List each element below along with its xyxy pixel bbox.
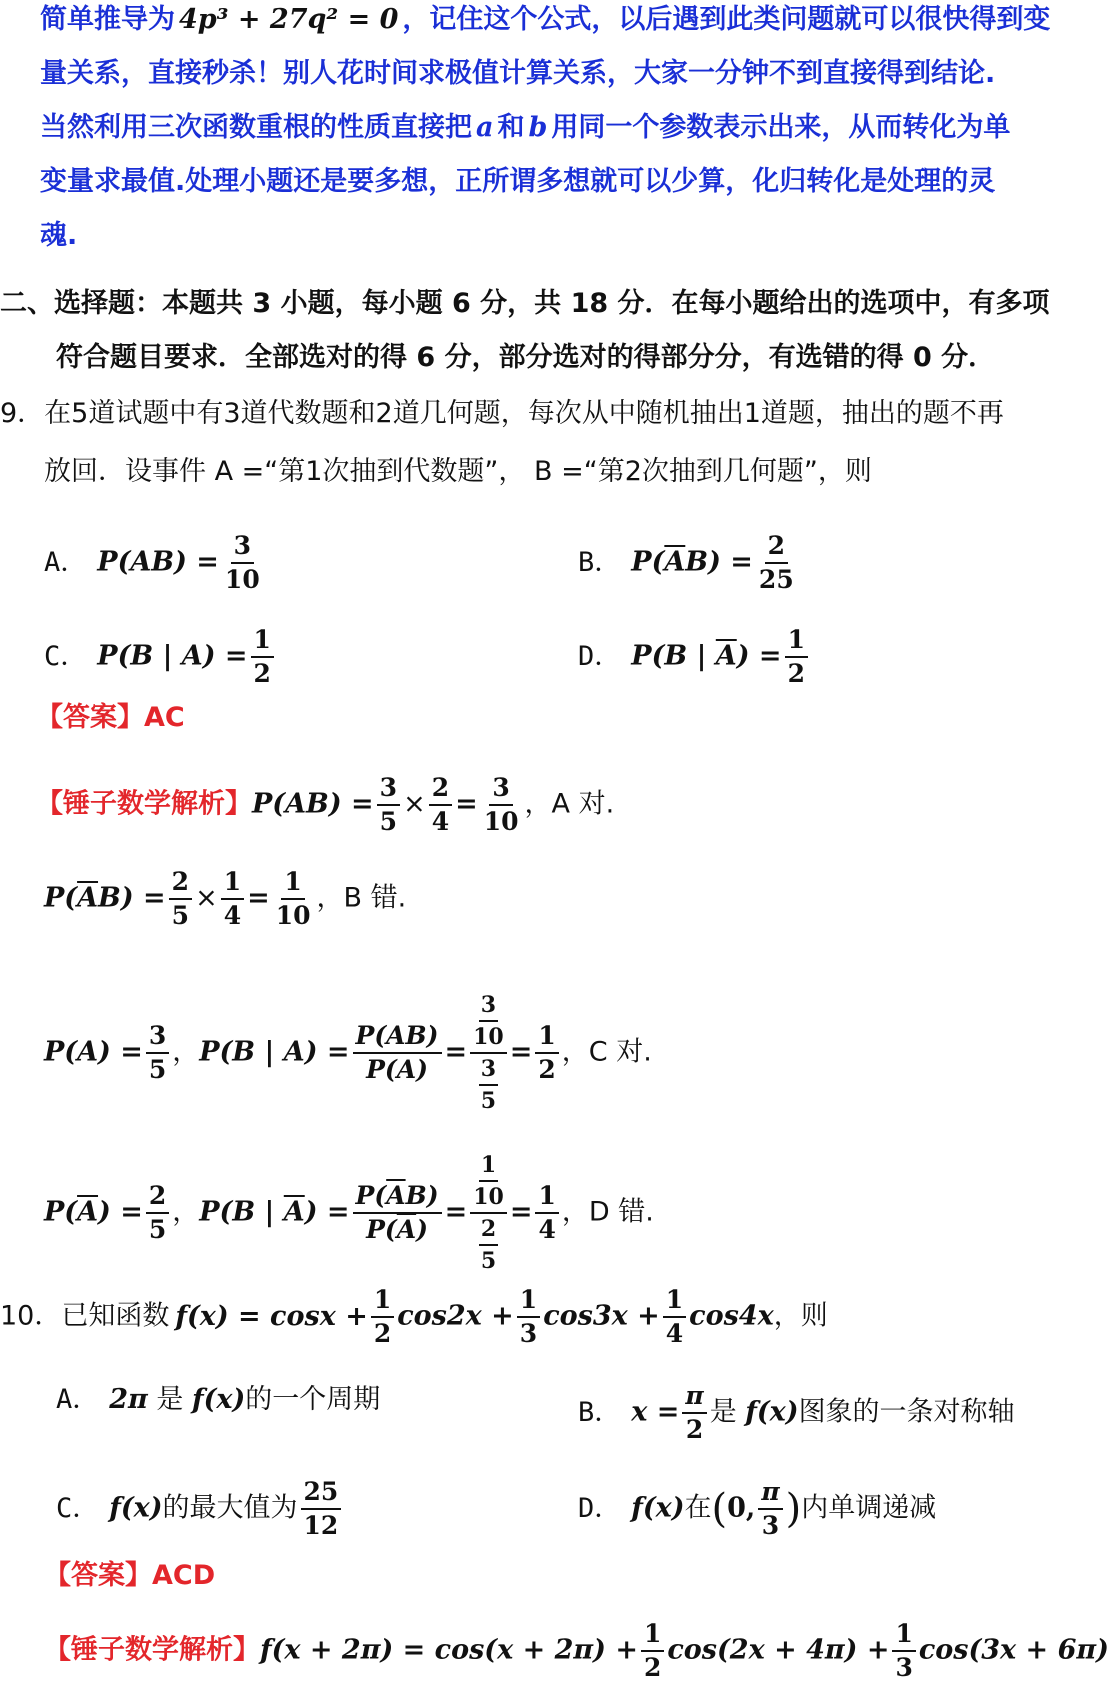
- numerator: 3: [377, 772, 400, 806]
- numerator: 1: [251, 624, 274, 658]
- equals-sign: =: [444, 1036, 468, 1068]
- numerator: 2: [169, 866, 192, 900]
- denominator: 5: [171, 901, 190, 930]
- expr: P(B |: [199, 1196, 284, 1228]
- section-heading-2: 符合题目要求．全部选对的得 6 分，部分选对的得部分分，有选错的得 0 分．: [56, 342, 996, 373]
- fraction: [663, 1284, 686, 1350]
- numerator: 3: [489, 772, 512, 806]
- numerator: 1: [479, 1150, 498, 1182]
- q9-option-c: [44, 624, 277, 690]
- fraction: [371, 1284, 394, 1350]
- denominator: 5: [480, 1088, 497, 1114]
- fraction: [146, 1180, 169, 1246]
- option-text: 在: [684, 1492, 712, 1524]
- expr: P(AB) =: [252, 788, 374, 820]
- numerator: 1: [785, 624, 808, 658]
- expr: cos(3x + 6π): [918, 1634, 1109, 1666]
- expr: x =: [631, 1396, 680, 1428]
- expr: 2π: [109, 1384, 148, 1415]
- option-label: B．: [578, 546, 622, 578]
- denominator: 2: [373, 1319, 392, 1348]
- q9-analysis-1: [36, 772, 614, 838]
- expr: f(x): [745, 1396, 799, 1428]
- compound-fraction: [470, 1150, 507, 1276]
- fraction: [535, 1020, 558, 1086]
- option-label: B．: [578, 1396, 622, 1428]
- numerator: 1: [663, 1284, 686, 1318]
- fraction: [273, 866, 314, 932]
- q10-analysis-1: [44, 1618, 1109, 1684]
- fraction: [251, 624, 274, 690]
- q10-stem: [0, 1284, 828, 1350]
- option-text: 的最大值为: [162, 1492, 298, 1524]
- denominator: [476, 1214, 501, 1276]
- answer-value: ACD: [152, 1560, 216, 1591]
- option-label: A．: [44, 546, 88, 578]
- fraction: [756, 530, 797, 596]
- complement-a: $\overline{A}$: [77, 1196, 99, 1228]
- expr: cos4x: [689, 1300, 774, 1332]
- complement-a: $\overline{A}$: [715, 640, 737, 672]
- equals-sign: =: [247, 882, 270, 914]
- complement-a: $\overline{A}$: [386, 1181, 406, 1210]
- intro-text: 简单推导为: [40, 4, 175, 35]
- variable-a: a: [476, 112, 494, 143]
- verdict: ，C 对.: [561, 1036, 652, 1068]
- q9-answer: [36, 698, 185, 738]
- comma: ，: [172, 1036, 200, 1068]
- numerator: 3: [479, 1054, 498, 1086]
- expr: B): [405, 1181, 439, 1210]
- intro-line-3: [40, 108, 1010, 148]
- denominator: 10: [275, 901, 311, 930]
- intro-line-4: 变量求最值.处理小题还是要多想，正所谓多想就可以少算，化归转化是处理的灵: [40, 166, 996, 197]
- fraction: [682, 1380, 706, 1446]
- option-expr: B) =: [685, 546, 753, 578]
- option-label: C．: [44, 640, 88, 672]
- complement-a: $\overline{A}$: [664, 546, 686, 578]
- numerator: 2: [429, 772, 452, 806]
- expr: P(: [44, 1196, 78, 1228]
- denominator: 4: [223, 901, 242, 930]
- option-text: 图象的一条对称轴: [798, 1396, 1015, 1428]
- expr: B) =: [98, 882, 166, 914]
- denominator: 10: [483, 807, 519, 836]
- times-sign: ×: [195, 882, 218, 914]
- fraction: [301, 1476, 342, 1542]
- denominator: 5: [148, 1055, 167, 1084]
- left-paren: (: [711, 1486, 728, 1532]
- q9-analysis-4: [44, 1150, 654, 1276]
- expr: f(x): [192, 1384, 246, 1415]
- option-text: 的一个周期: [245, 1384, 381, 1415]
- option-label: D．: [578, 1492, 622, 1524]
- fraction: [641, 1618, 664, 1684]
- expr: P(: [355, 1181, 387, 1210]
- denominator: 2: [787, 659, 805, 688]
- numerator: 3: [231, 530, 254, 564]
- fraction: [429, 772, 452, 838]
- q9-stem-1: 9．在5道试题中有3道代数题和2道几何题，每次从中随机抽出1道题，抽出的题不再: [0, 398, 1004, 429]
- denominator: 3: [895, 1653, 913, 1682]
- expr: cos2x +: [397, 1300, 514, 1332]
- fraction: [353, 1180, 442, 1246]
- expr: ) =: [98, 1196, 143, 1228]
- q10-option-a: [56, 1380, 380, 1420]
- q9-option-a: [44, 530, 266, 596]
- analysis-tag: 【锤子数学解析】: [36, 788, 252, 820]
- option-label: A．: [56, 1384, 100, 1415]
- denominator: 10: [224, 565, 260, 594]
- interval-left: 0,: [727, 1492, 756, 1524]
- denominator: 4: [665, 1319, 684, 1348]
- option-expr: P(B | A) =: [97, 640, 248, 672]
- intro-text: 当然利用三次函数重根的性质直接把: [40, 112, 472, 143]
- fraction: [535, 1180, 558, 1246]
- numerator: 1: [517, 1284, 540, 1318]
- numerator: 2: [146, 1180, 169, 1214]
- denominator: [476, 1054, 501, 1116]
- verdict: ，A 对.: [524, 788, 615, 820]
- q9-analysis-3: [44, 990, 652, 1116]
- fraction: [517, 1284, 540, 1350]
- complement-a: $\overline{A}$: [283, 1196, 305, 1228]
- answer-value: AC: [144, 702, 185, 733]
- denominator: 4: [538, 1215, 556, 1244]
- answer-tag: 【答案】: [44, 1560, 152, 1591]
- denominator: 3: [519, 1319, 538, 1348]
- intro-text: 用同一个参数表示出来，从而转化为单: [551, 112, 1011, 143]
- answer-tag: 【答案】: [36, 702, 144, 733]
- equals-sign: =: [509, 1196, 533, 1228]
- q9-option-b: [578, 530, 800, 596]
- expr: f(x + 2π) = cos(x + 2π) +: [260, 1634, 638, 1666]
- complement-a: $\overline{A}$: [396, 1215, 417, 1244]
- numerator: 3: [146, 1020, 169, 1054]
- intro-text: ，记住这个公式，以后遇到此类问题就可以很快得到变: [402, 4, 1051, 35]
- expr: ) =: [304, 1196, 350, 1228]
- fraction: [758, 1476, 782, 1542]
- complement-a: $\overline{A}$: [77, 882, 99, 914]
- expr: ): [416, 1215, 428, 1244]
- expr: cos(2x + 4π) +: [667, 1634, 890, 1666]
- q10-answer: [44, 1556, 215, 1596]
- denominator: 5: [379, 807, 398, 836]
- numerator: [353, 1180, 442, 1214]
- option-expr: P(: [631, 546, 665, 578]
- numerator: [470, 990, 507, 1054]
- numerator: 2: [479, 1214, 498, 1246]
- numerator: 1: [535, 1020, 558, 1054]
- expr: P(B | A) =: [199, 1036, 350, 1068]
- numerator: P(AB): [353, 1020, 442, 1054]
- denominator: 2: [253, 659, 271, 688]
- q10-option-b: [578, 1380, 1015, 1446]
- numerator: 2: [765, 530, 788, 564]
- q10-option-c: [56, 1476, 344, 1542]
- compound-fraction: [470, 990, 507, 1116]
- equals-sign: =: [455, 788, 478, 820]
- option-label: C．: [56, 1492, 100, 1524]
- option-expr: P(B |: [631, 640, 716, 672]
- option-text: 是: [156, 1384, 184, 1415]
- option-text: 是: [709, 1396, 737, 1428]
- section-heading-1: 二、选择题：本题共 3 小题，每小题 6 分，共 18 分．在每小题给出的选项中，有多项: [0, 288, 1050, 319]
- expr: P(: [44, 882, 78, 914]
- option-text: 内单调递减: [801, 1492, 937, 1524]
- numerator: π: [758, 1476, 782, 1510]
- numerator: 1: [892, 1618, 915, 1652]
- equals-sign: =: [444, 1196, 468, 1228]
- denominator: 5: [148, 1215, 167, 1244]
- numerator: 25: [301, 1476, 342, 1510]
- intro-line-5: 魂.: [40, 220, 78, 251]
- stem-text: ，则: [773, 1300, 828, 1332]
- right-paren: ): [785, 1486, 802, 1532]
- q9-option-d: [578, 624, 811, 690]
- verdict: ，D 错.: [561, 1196, 654, 1228]
- numerator: 1: [371, 1284, 394, 1318]
- equals-sign: =: [509, 1036, 533, 1068]
- numerator: 1: [641, 1618, 664, 1652]
- fraction: [353, 1020, 442, 1086]
- expr: cos3x +: [543, 1300, 660, 1332]
- fraction: [221, 866, 244, 932]
- stem-text: 10．已知函数: [0, 1300, 170, 1332]
- denominator: 10: [473, 1184, 504, 1210]
- intro-line-2: 量关系，直接秒杀！别人花时间求极值计算关系，大家一分钟不到直接得到结论.: [40, 58, 996, 89]
- denominator: 4: [431, 807, 450, 836]
- times-sign: ×: [403, 788, 426, 820]
- q9-stem-2: 放回．设事件 A =“第1次抽到代数题”， B =“第2次抽到几何题”，则: [44, 456, 872, 487]
- denominator: [363, 1214, 431, 1246]
- fraction: [146, 1020, 169, 1086]
- denominator: 12: [303, 1511, 339, 1540]
- verdict: ，B 错.: [316, 882, 407, 914]
- fraction: [892, 1618, 915, 1684]
- numerator: 1: [535, 1180, 558, 1214]
- expr: f(x) = cosx +: [175, 1300, 368, 1332]
- intro-text: 和: [497, 112, 525, 143]
- expr: P(: [366, 1215, 397, 1244]
- numerator: 3: [479, 990, 498, 1022]
- variable-b: b: [528, 112, 548, 143]
- numerator: 1: [281, 866, 304, 900]
- expr: P(A) =: [44, 1036, 143, 1068]
- analysis-tag: 【锤子数学解析】: [44, 1634, 260, 1666]
- expr: f(x): [109, 1492, 163, 1524]
- fraction: [169, 866, 192, 932]
- denominator: 2: [685, 1415, 704, 1444]
- denominator: P(A): [366, 1055, 428, 1084]
- fraction: [377, 772, 400, 838]
- denominator: 5: [480, 1248, 497, 1274]
- option-expr: ) =: [736, 640, 782, 672]
- denominator: 2: [643, 1653, 662, 1682]
- q9-analysis-2: [44, 866, 406, 932]
- fraction: [481, 772, 522, 838]
- numerator: [470, 1150, 507, 1214]
- comma: ，: [172, 1196, 200, 1228]
- formula: 4p³ + 27q² = 0: [179, 4, 399, 35]
- denominator: 25: [758, 565, 794, 594]
- option-label: D．: [578, 640, 622, 672]
- intro-line-1: [40, 0, 1050, 40]
- numerator: 1: [221, 866, 244, 900]
- denominator: 3: [761, 1511, 780, 1540]
- denominator: 2: [538, 1055, 556, 1084]
- expr: f(x): [631, 1492, 685, 1524]
- option-expr: P(AB) =: [97, 546, 219, 578]
- q10-option-d: [578, 1476, 936, 1542]
- denominator: 10: [473, 1024, 504, 1050]
- numerator: π: [682, 1380, 706, 1414]
- fraction: [222, 530, 263, 596]
- fraction: [785, 624, 808, 690]
